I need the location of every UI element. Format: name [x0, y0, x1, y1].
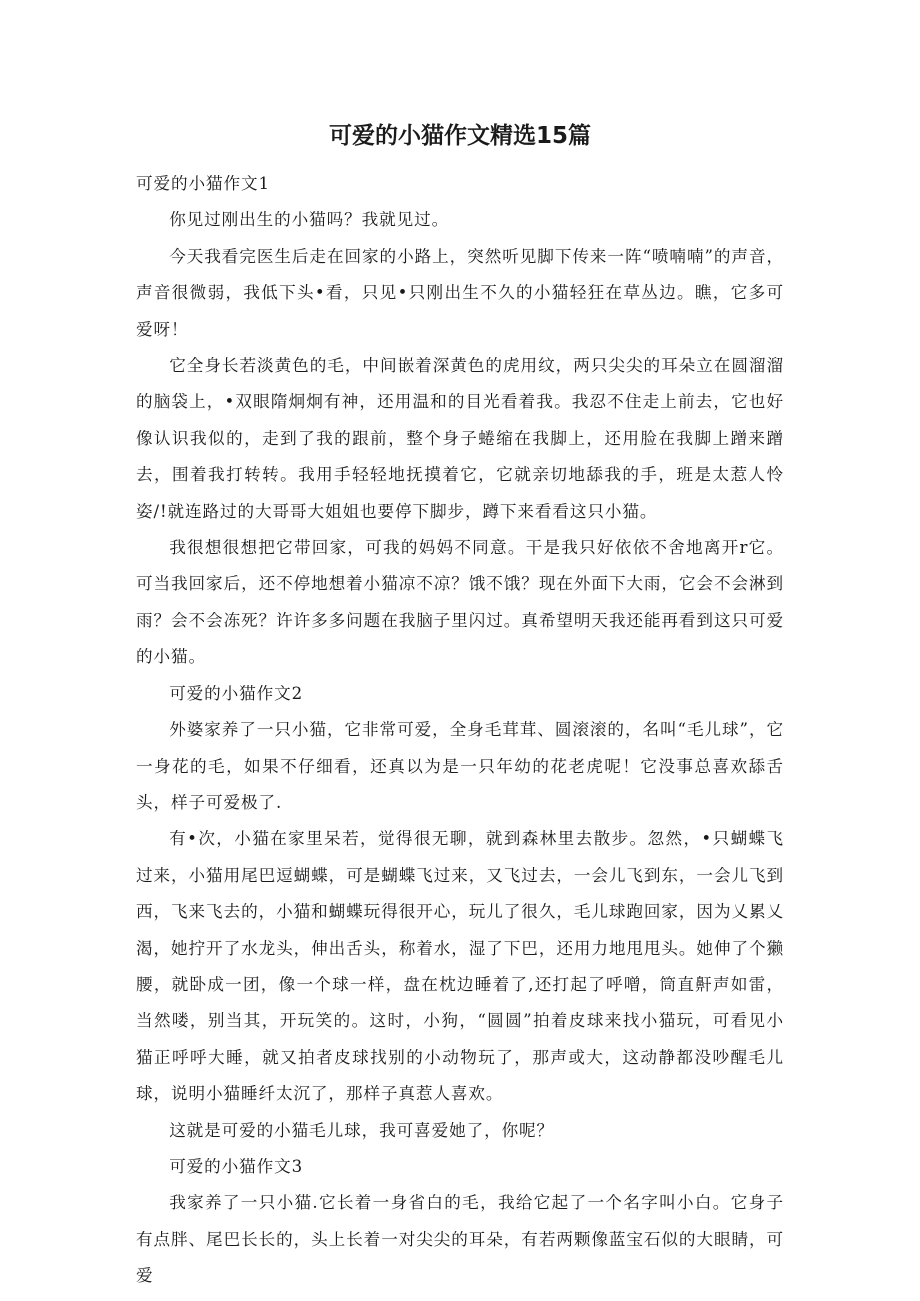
paragraph: 有•次，小猫在家里呆若，觉得很无聊，就到森林里去散步。忽然，•只蝴蝶飞过来，小猫用尾巴逗蝴蝶，可是蝴蝶飞过来，又飞过去，一会儿飞到东，一会儿飞到西，飞来飞去的，小猫和蝴蝶玩得很开心，玩儿了很久，毛儿球跑回家，因为乂累乂渴，她拧开了水龙头，伸出舌头，称着水，湿了下巴，还用力地甩甩头。她伸了个獭腰，就卧成一团，像一个球一样，盘在枕边睡着了,还打起了呼噌，筒直鼾声如雷，当然喽，别当其，开玩笑的。这时，小狗，“圆圆”拍着皮球来找小猫玩，可看见小猫正呼呼大睡，就又拍者皮球找别的小动物玩了，那声或大，这动静都没吵醒毛儿球，说明小猫睡纤太沉了，那样子真惹人喜欢。 — [136, 829, 784, 1104]
paragraph: 我家养了一只小猫.它长着一身省白的毛，我给它起了一个名字叫小白。它身子有点胖、尾巴长长的，头上长着一对尖尖的耳朵，有若两颗像蓝宝石似的大眼睛，可爱 — [136, 1193, 784, 1286]
paragraph: 这就是可爱的小猫毛儿球，我可喜爱她了，你呢？ — [169, 1120, 555, 1140]
document-title: 可爱的小猫作文精选15篇 — [328, 123, 591, 149]
paragraph: 外婆家养了一只小猫，它非常可爱，全身毛茸茸、圆滚滚的，名叫“毛儿球”，它一身花的毛，如果不仔细看，还真以为是一只年幼的花老虎呢！它没事总喜欢舔舌头，样子可爱极了. — [136, 720, 784, 812]
paragraph: 它全身长若淡黄色的毛，中间嵌着深黄色的虎用纹，两只尖尖的耳朵立在圆溜溜的脑袋上，•双眼隋炯炯有神，还用温和的目光看着我。我忍不住走上前去，它也好像认识我似的，走到了我的跟前，整个身子蜷缩在我脚上，还用脸在我脚上蹭来蹭去，围着我打转转。我用手轻轻地抚摸着它，它就亲切地舔我的手，班是太惹人怜姿/!就连路过的大哥哥大姐姐也要停下脚步，蹲下来看看这只小猫。 — [136, 356, 784, 521]
paragraph: 今天我看完医生后走在回家的小路上，突然听见脚下传来一阵“喷喃喃”的声音，声音很微弱，我低下头•看，只见•只刚出生不久的小猫轻狂在草丛边。瞧，它多可爱呀！ — [136, 246, 784, 339]
section-heading: 可爱的小猫作文1 — [136, 174, 270, 193]
section-heading: 可爱的小猫作文3 — [169, 1156, 304, 1176]
paragraph: 我很想很想把它带回家，可我的妈妈不同意。干是我只好依依不舍地离开r它。可当我回家后，还不停地想着小猫凉不凉？饿不饿？现在外面下大雨，它会不会淋到雨？会不会冻死？许许多多问题在我脑子里闪过。真希望明天我还能再看到这只可爱的小猫。 — [136, 538, 784, 667]
document-body — [136, 166, 784, 1295]
paragraph: 你见过刚出生的小猫吗？我就见过。 — [169, 210, 450, 230]
section-heading: 可爱的小猫作文2 — [169, 683, 304, 703]
